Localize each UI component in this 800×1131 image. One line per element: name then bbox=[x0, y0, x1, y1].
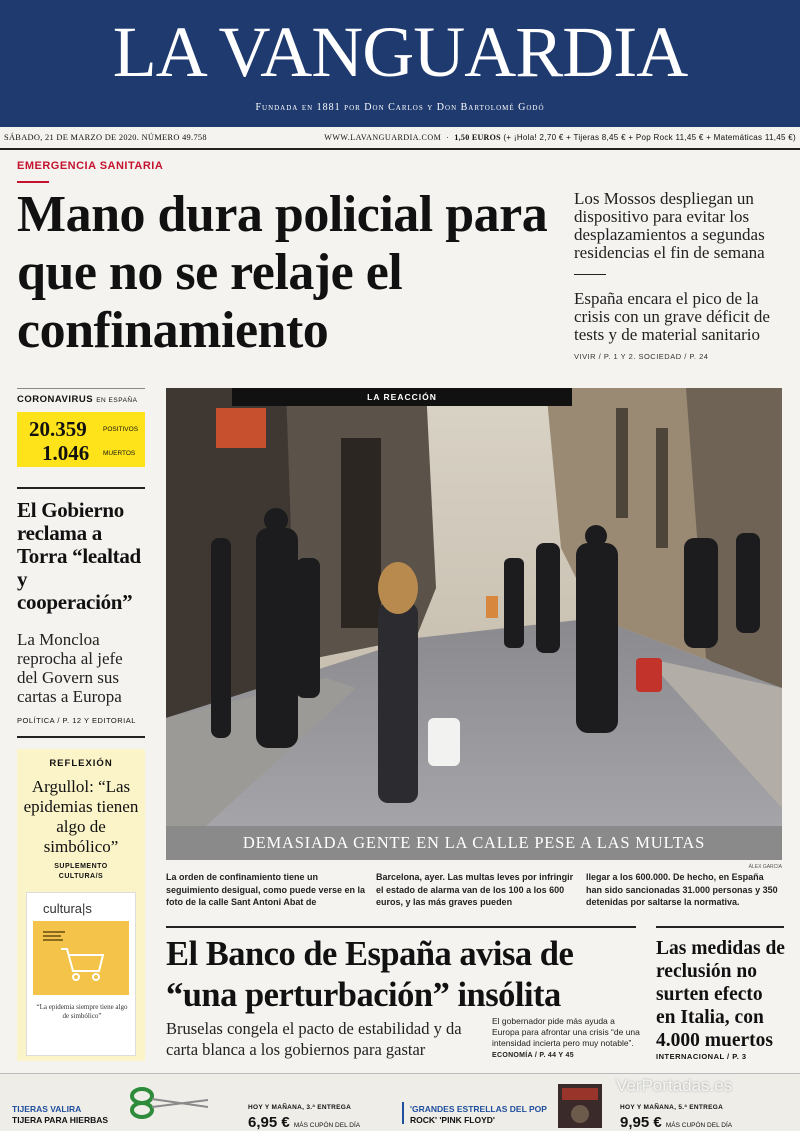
banco-deck: Bruselas congela el pacto de estabilidad y da carta blanca a los gobiernos para gastar bbox=[166, 1019, 462, 1059]
issue-date: SÁBADO, 21 DE MARZO DE 2020. NÚMERO 49.758 bbox=[4, 133, 207, 142]
masthead bbox=[0, 0, 800, 127]
left-rule-3 bbox=[17, 736, 145, 738]
reflexion-box[interactable] bbox=[17, 749, 145, 1061]
gobierno-page-ref: POLÍTICA / P. 12 Y EDITORIAL bbox=[17, 716, 136, 725]
magazine-cover[interactable] bbox=[26, 892, 136, 1056]
italia-page-ref: INTERNACIONAL / P. 3 bbox=[656, 1052, 747, 1061]
lead-side-story-1[interactable]: Los Mossos despliegan un dispositivo para evitar los desplazamientos a segundas residencias el fin de semana bbox=[574, 189, 765, 262]
kicker-rule bbox=[17, 181, 49, 183]
supplement-label bbox=[17, 862, 145, 882]
supplement-line-1: SUPLEMENTO bbox=[54, 863, 108, 870]
promo-2-label[interactable] bbox=[410, 1104, 547, 1126]
masthead-subtitle: Fundada en 1881 por Don Carlos y Don Bartolomé Godó bbox=[255, 102, 545, 113]
street-photo[interactable] bbox=[166, 388, 782, 826]
promo-1-line-2: TIJERA PARA HIERBAS bbox=[12, 1115, 109, 1125]
promo-1-note: HOY Y MAÑANA, 3.ª ENTREGA bbox=[248, 1104, 352, 1111]
photo-caption-title: DEMASIADA GENTE EN LA CALLE PESE A LAS MULTAS bbox=[166, 826, 782, 860]
promo-1-price bbox=[248, 1114, 360, 1131]
promo-2-line-2: ROCK' 'PINK FLOYD' bbox=[410, 1115, 495, 1125]
deaths-label: MUERTOS bbox=[103, 450, 136, 457]
lead-headline[interactable]: Mano dura policial para que no se relaje el confinamiento bbox=[17, 186, 548, 359]
top-rule bbox=[0, 148, 800, 150]
supplement-line-2: CULTURA/S bbox=[58, 873, 104, 880]
promo-1-label[interactable] bbox=[12, 1104, 108, 1126]
gobierno-deck: La Moncloa reprocha al jefe del Govern sus cartas a Europa bbox=[17, 630, 123, 706]
album-cover-image bbox=[558, 1084, 602, 1128]
banco-note-text: El gobernador pide más ayuda a Europa para afrontar una crisis “de una intensidad incierta pero muy notable”. bbox=[492, 1016, 640, 1048]
lead-page-ref: VIVIR / P. 1 Y 2. SOCIEDAD / P. 24 bbox=[574, 352, 709, 361]
price-extras: (+ ¡Hola! 2,70 € + Tijeras 8,45 € + Pop Rock 11,45 € + Matemáticas 11,45 €) bbox=[503, 133, 796, 142]
promo-2-coupon: MÁS CUPÓN DEL DÍA bbox=[665, 1122, 733, 1129]
photo-caption-col-3-text: llegar a los 600.000. De hecho, en España han sido sancionadas 31.000 personas y 350 detenidas por saltarse la normativa. bbox=[586, 872, 778, 907]
promo-2-price bbox=[620, 1114, 732, 1131]
deaths-count: 1.046 bbox=[42, 441, 90, 465]
photo-caption-col-3 bbox=[586, 871, 782, 909]
banco-note bbox=[492, 1016, 642, 1061]
newspaper-title: LA VANGUARDIA bbox=[112, 12, 688, 92]
scissors-icon bbox=[130, 1086, 210, 1125]
magazine-cover-art bbox=[33, 921, 129, 995]
positives-count: 20.359 bbox=[29, 417, 87, 441]
dateline bbox=[0, 131, 800, 147]
reflexion-label: REFLEXIÓN bbox=[49, 758, 113, 769]
left-rule-2 bbox=[17, 487, 145, 489]
banco-headline[interactable]: El Banco de España avisa de “una perturbación” insólita bbox=[166, 935, 574, 1014]
italia-rule bbox=[656, 926, 784, 928]
promo-2-note: HOY Y MAÑANA, 5.ª ENTREGA bbox=[620, 1104, 724, 1111]
promo-2-line-1: 'GRANDES ESTRELLAS DEL POP bbox=[410, 1104, 547, 1114]
left-rule bbox=[17, 388, 145, 389]
promo-2-price-value: 9,95 € bbox=[620, 1114, 662, 1131]
watermark: VerPortadas.es bbox=[616, 1076, 733, 1095]
promo-1-line-1: TIJERAS VALIRA bbox=[12, 1104, 82, 1114]
magazine-title: cultura|s bbox=[43, 901, 92, 916]
photo-caption-col-2 bbox=[376, 871, 576, 909]
photo-section-tag: LA REACCIÓN bbox=[232, 388, 572, 406]
banco-rule bbox=[166, 926, 636, 928]
gobierno-headline[interactable]: El Gobierno reclama a Torra “lealtad y cooperación” bbox=[17, 498, 141, 614]
dateline-right: WWW.LAVANGUARDIA.COM · 1,50 EUROS (+ ¡Hola! 2,70 € + Tijeras 8,45 € + Pop Rock 11,45 € + Matemáticas 11,45 €) bbox=[324, 133, 796, 142]
shopping-cart-icon bbox=[33, 921, 129, 995]
promo-1-coupon: MÁS CUPÓN DEL DÍA bbox=[293, 1122, 361, 1129]
side-rule bbox=[574, 274, 606, 275]
coronavirus-label-small: EN ESPAÑA bbox=[96, 397, 138, 404]
coronavirus-label bbox=[17, 394, 137, 405]
photo-caption-col-1 bbox=[166, 871, 366, 909]
italia-headline[interactable]: Las medidas de reclusión no surten efecto en Italia, con 4.000 muertos bbox=[656, 938, 785, 1051]
price: 1,50 EUROS bbox=[454, 133, 501, 142]
photo-caption-col-1-text: La orden de confinamiento tiene un seguimiento desigual, como puede verse en la foto de la calle Sant Antoni Abat de bbox=[166, 872, 366, 907]
magazine-quote: “La epidemia siempre tiene algo de simbólico” bbox=[36, 1003, 128, 1020]
coronavirus-stats-box bbox=[17, 412, 145, 467]
photo-caption-col-2-text: Barcelona, ayer. Las multas leves por infringir el estado de alarma van de los 100 a los 600 euros, y las más graves pueden bbox=[376, 872, 574, 907]
coronavirus-label-text: CORONAVIRUS bbox=[17, 394, 94, 405]
lead-kicker: EMERGENCIA SANITARIA bbox=[17, 160, 164, 172]
website-link[interactable]: WWW.LAVANGUARDIA.COM bbox=[324, 133, 442, 142]
street-scene-image bbox=[166, 388, 782, 826]
promo-divider bbox=[402, 1102, 404, 1124]
positives-label: POSITIVOS bbox=[103, 426, 139, 433]
banco-page-ref: ECONOMÍA / P. 44 Y 45 bbox=[492, 1052, 574, 1059]
reflexion-text: Argullol: “Las epidemias tienen algo de simbólico” bbox=[23, 777, 139, 856]
lead-side-story-2[interactable]: España encara el pico de la crisis con un grave déficit de tests y de material sanitario bbox=[574, 289, 770, 344]
promo-1-price-value: 6,95 € bbox=[248, 1114, 290, 1131]
photo-credit: ÁLEX GARCIA bbox=[748, 864, 782, 870]
